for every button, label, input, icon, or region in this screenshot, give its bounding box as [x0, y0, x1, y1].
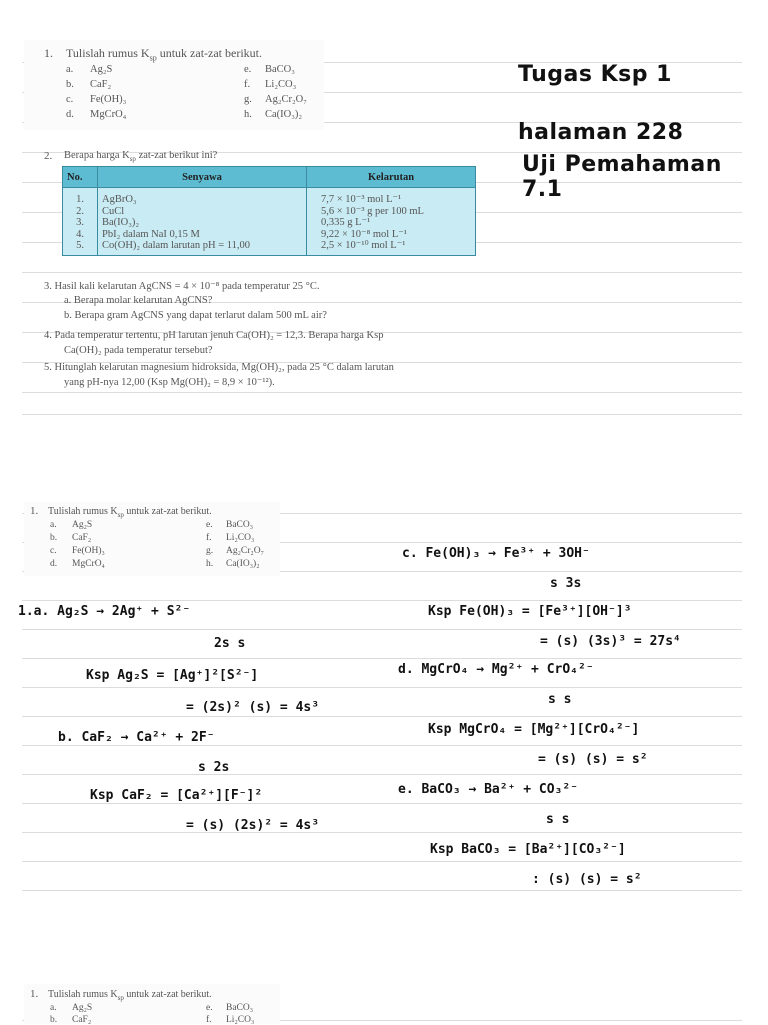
answer-c-reaction: c. Fe(OH)₃ → Fe³⁺ + 3OH⁻ — [402, 546, 590, 561]
q1-item-text: MgCrO₄ — [90, 109, 127, 120]
q1-item-text: BaCO₃ — [226, 1003, 254, 1013]
table-header-senyawa: Senyawa — [98, 167, 307, 188]
q1-item-label: f. — [244, 79, 251, 90]
q1-item-text: MgCrO₄ — [72, 559, 105, 569]
q1-item-label: a. — [50, 1003, 57, 1013]
q1-item-label: a. — [50, 520, 57, 530]
table-cell-senyawa: PbI₂ dalam NaI 0,15 M — [98, 229, 307, 241]
table-cell-kelarutan: 2,5 × 10⁻¹⁰ mol L⁻¹ — [307, 240, 476, 255]
answer-e-ksp-expression: Ksp BaCO₃ = [Ba²⁺][CO₃²⁻] — [430, 842, 626, 857]
q5-line: 5. Hitunglah kelarutan magnesium hidroksida, Mg(OH)₂, pada 25 °C dalam larutan — [44, 362, 394, 373]
answer-c-solubility: s 3s — [550, 576, 582, 591]
q1-prompt-text: Tulislah rumus K — [66, 46, 150, 60]
q1-prompt-text: Tulislah rumus K — [48, 989, 118, 1000]
q1-item-text: Ag₂Cr₂O₇ — [265, 94, 307, 105]
table-cell-kelarutan: 7,7 × 10⁻³ mol L⁻¹ — [307, 188, 476, 206]
q1-item-label: d. — [50, 559, 58, 569]
q1-number: 1. — [30, 505, 39, 517]
q1-item-label: e. — [206, 1003, 213, 1013]
table-cell-kelarutan: 0,335 g L⁻¹ — [307, 217, 476, 229]
table-cell-kelarutan: 5,6 × 10⁻³ g per 100 mL — [307, 206, 476, 218]
q1-item-text: Fe(OH)₃ — [90, 94, 127, 105]
answer-c-ksp-expression: Ksp Fe(OH)₃ = [Fe³⁺][OH⁻]³ — [428, 604, 632, 619]
q3-line: b. Berapa gram AgCNS yang dapat terlarut dalam 500 mL air? — [64, 310, 327, 321]
table-row — [63, 240, 476, 255]
answer-b-ksp-result: = (s) (2s)² = 4s³ — [186, 818, 320, 833]
table-row — [63, 188, 476, 206]
q1-prompt-sub: sp — [117, 994, 124, 1002]
answer-b-ksp-expression: Ksp CaF₂ = [Ca²⁺][F⁻]² — [90, 788, 263, 803]
q1-item-text: Li₂CO₃ — [265, 79, 297, 90]
q1-item-label: g. — [244, 94, 252, 105]
q2-prompt-sub: sp — [129, 155, 136, 164]
table-cell-senyawa: AgBrO₃ — [98, 188, 307, 206]
q1-item-label: d. — [66, 109, 74, 120]
table-cell-no: 1. — [63, 188, 98, 206]
answer-d-ksp-expression: Ksp MgCrO₄ = [Mg²⁺][CrO₄²⁻] — [428, 722, 640, 737]
q1-item-text: Ag₂Cr₂O₇ — [226, 546, 264, 556]
q1-prompt — [48, 989, 212, 1004]
table-row — [63, 206, 476, 218]
answer-c-ksp-result: = (s) (3s)³ = 27s⁴ — [540, 634, 681, 649]
q1-prompt-end: untuk zat-zat berikut. — [123, 989, 212, 1000]
q1-item-text: CaF₂ — [72, 533, 92, 543]
q5-line: yang pH-nya 12,00 (Ksp Mg(OH)₂ = 8,9 × 10⁻¹²). — [64, 377, 275, 388]
q1-number: 1. — [30, 988, 39, 1000]
answer-d-ksp-result: = (s) (s) = s² — [538, 752, 648, 767]
q1-item-text: Ag₂S — [72, 520, 93, 530]
q2-number: 2. — [44, 150, 53, 162]
q3-line: 3. Hasil kali kelarutan AgCNS = 4 × 10⁻⁸ pada temperatur 25 °C. — [44, 281, 320, 292]
q1-item-label: h. — [244, 109, 252, 120]
q1-prompt — [66, 47, 262, 64]
table-cell-no: 3. — [63, 217, 98, 229]
q4-line: Ca(OH)₂ pada temperatur tersebut? — [64, 345, 213, 356]
table-header-kelarutan: Kelarutan — [307, 167, 476, 188]
q4-line: 4. Pada temperatur tertentu, pH larutan jenuh Ca(OH)₂ = 12,3. Berapa harga Ksp — [44, 330, 384, 341]
q1-item-label: f. — [206, 1015, 212, 1025]
q1-prompt-end: untuk zat-zat berikut. — [123, 506, 212, 517]
q1-item-label: g. — [206, 546, 214, 556]
table-cell-senyawa: CuCl — [98, 206, 307, 218]
table-cell-no: 4. — [63, 229, 98, 241]
table-cell-no: 5. — [63, 240, 98, 255]
q1-item-label: b. — [66, 79, 74, 90]
table-cell-senyawa: Ba(IO₃)₂ — [98, 217, 307, 229]
q1-item-text: Li₂CO₃ — [226, 1015, 255, 1025]
table-header-no: No. — [63, 167, 98, 188]
q1-prompt-text: Tulislah rumus K — [48, 506, 118, 517]
table-row — [63, 229, 476, 241]
answer-b-reaction: b. CaF₂ → Ca²⁺ + 2F⁻ — [58, 730, 215, 745]
q1-item-label: b. — [50, 533, 58, 543]
q1-item-text: Li₂CO₃ — [226, 533, 255, 543]
q3-line: a. Berapa molar kelarutan AgCNS? — [64, 295, 213, 306]
q1-prompt-sub: sp — [149, 53, 157, 63]
q1-item-text: CaF₂ — [72, 1015, 92, 1025]
answer-a-ksp-expression: Ksp Ag₂S = [Ag⁺]²[S²⁻] — [86, 668, 259, 683]
q1-item-label: c. — [66, 94, 74, 105]
q1-item-text: Ca(IO₃)₂ — [226, 559, 260, 569]
q1-item-label: e. — [244, 64, 252, 75]
q1-item-label: a. — [66, 64, 74, 75]
table-cell-kelarutan: 9,22 × 10⁻⁸ mol L⁻¹ — [307, 229, 476, 241]
answer-e-reaction: e. BaCO₃ → Ba²⁺ + CO₃²⁻ — [398, 782, 579, 797]
q2-prompt-text: Berapa harga K — [64, 150, 130, 161]
q1-item-label: e. — [206, 520, 213, 530]
q1-item-text: BaCO₃ — [226, 520, 254, 530]
q1-item-text: Ag₂S — [72, 1003, 93, 1013]
handwritten-page: halaman 228 — [518, 120, 684, 145]
q1-item-label: c. — [50, 546, 57, 556]
q1-item-label: b. — [50, 1015, 58, 1025]
table-row — [63, 217, 476, 229]
answer-a-reaction: 1.a. Ag₂S → 2Ag⁺ + S²⁻ — [18, 604, 191, 619]
q1-number: 1. — [44, 46, 53, 60]
answer-d-reaction: d. MgCrO₄ → Mg²⁺ + CrO₄²⁻ — [398, 662, 594, 677]
q1-item-text: Fe(OH)₃ — [72, 546, 105, 556]
q2-prompt — [64, 150, 217, 165]
handwritten-title: Tugas Ksp 1 — [518, 62, 672, 87]
answer-e-ksp-result: : (s) (s) = s² — [532, 872, 642, 887]
q1-prompt — [48, 506, 212, 521]
q1-prompt-sub: sp — [117, 511, 124, 519]
q1-item-text: BaCO₃ — [265, 64, 295, 75]
q1-item-text: CaF₂ — [90, 79, 112, 90]
handwritten-section: Uji Pemahaman 7.1 — [522, 152, 722, 202]
table-cell-no: 2. — [63, 206, 98, 218]
q1-item-label: f. — [206, 533, 212, 543]
q1-item-text: Ca(IO₃)₂ — [265, 109, 303, 120]
q1-item-text: Ag₂S — [90, 64, 113, 75]
q1-prompt-end: untuk zat-zat berikut. — [156, 46, 262, 60]
table-cell-senyawa: Co(OH)₂ dalam larutan pH = 11,00 — [98, 240, 307, 255]
q1-item-label: h. — [206, 559, 214, 569]
ksp-table — [62, 166, 476, 256]
answer-a-ksp-result: = (2s)² (s) = 4s³ — [186, 700, 320, 715]
answer-b-solubility: s 2s — [198, 760, 230, 775]
answer-d-solubility: s s — [548, 692, 572, 707]
answer-e-solubility: s s — [546, 812, 570, 827]
answer-a-solubility: 2s s — [214, 636, 246, 651]
q2-prompt-end: zat-zat berikut ini? — [135, 150, 218, 161]
